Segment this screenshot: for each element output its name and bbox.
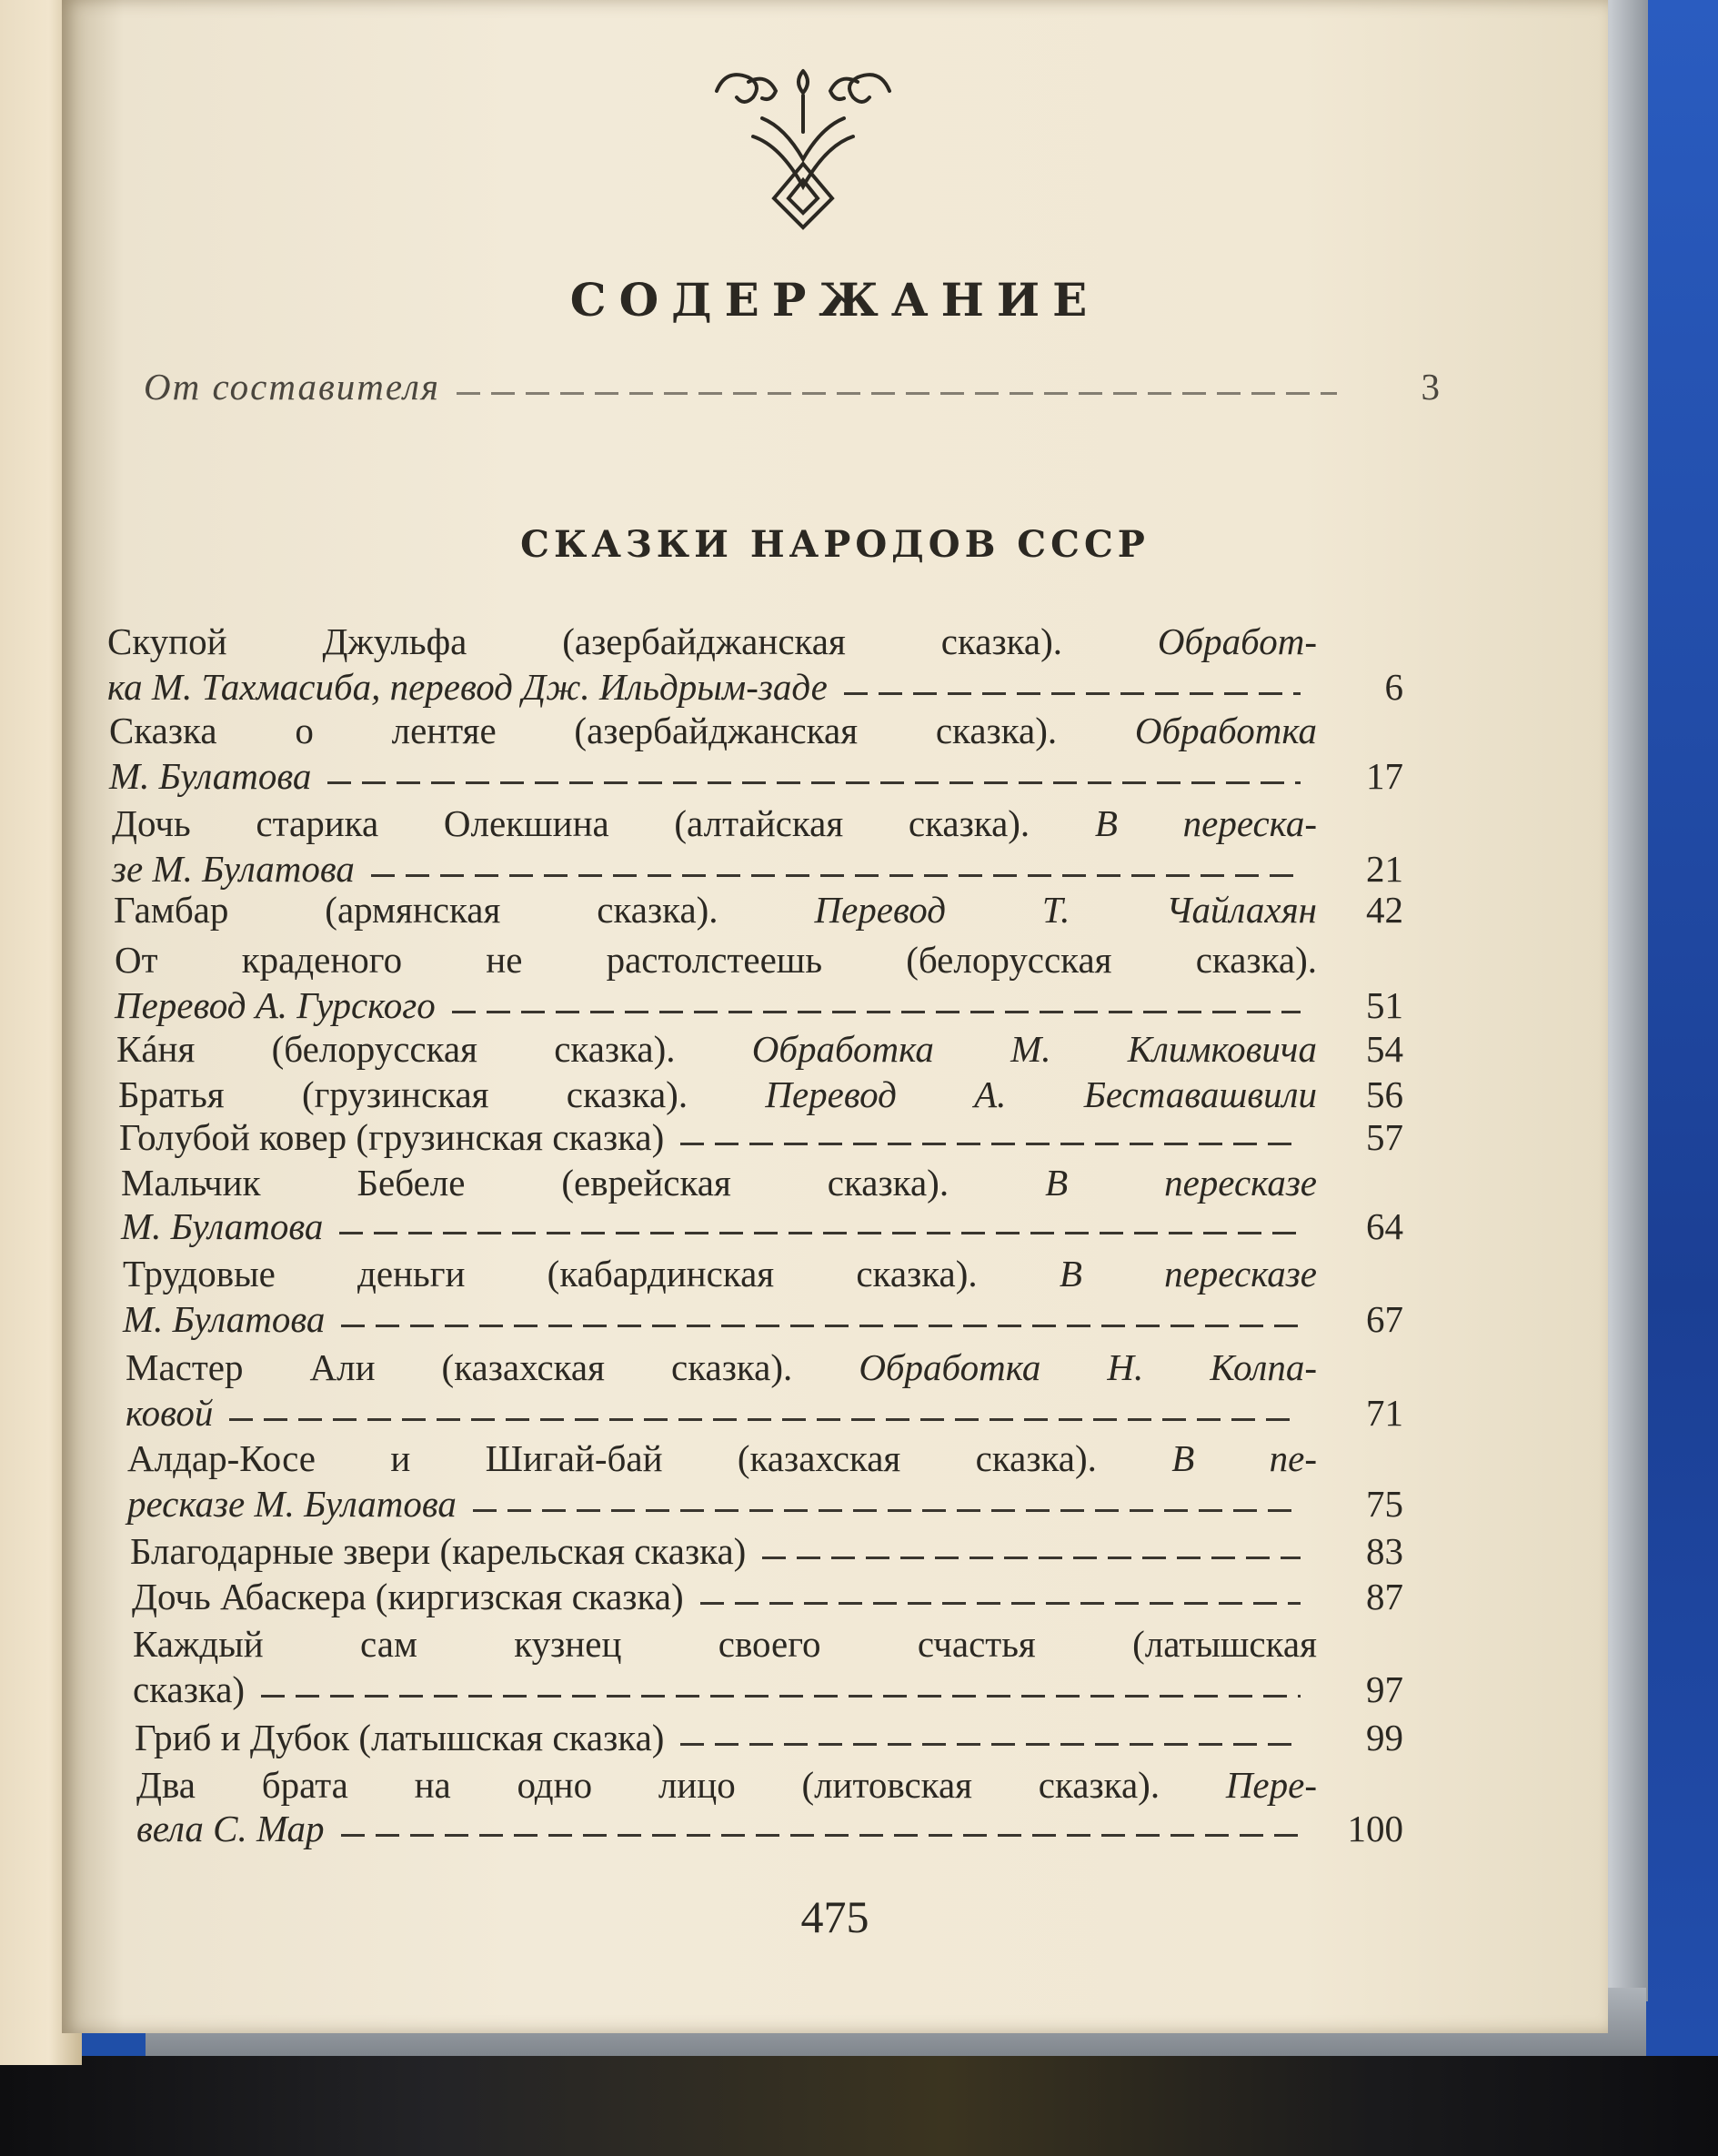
- toc-line: [126, 1345, 1403, 1390]
- entry-credit: В пересказе: [1045, 1162, 1317, 1204]
- entry-credit: Обработ-: [1157, 620, 1317, 662]
- toc-line: [116, 1026, 1403, 1072]
- toc-line: [118, 1072, 1403, 1117]
- entry-text: [107, 664, 828, 710]
- toc-line: [112, 846, 1403, 892]
- entry-text: [127, 1436, 1317, 1481]
- entry-credit: Перевод А. Беставашвили: [765, 1073, 1317, 1115]
- entry-page-number: 6: [1384, 666, 1403, 708]
- leader-dashes: [341, 1834, 1301, 1837]
- entry-credit: Пере-: [1225, 1764, 1317, 1806]
- toc-line: [115, 982, 1403, 1028]
- entry-text: [107, 619, 1317, 664]
- entry-page-number: 17: [1366, 755, 1403, 797]
- entry-text: [133, 1621, 1317, 1667]
- entry-text: [126, 1390, 213, 1436]
- toc-line: [127, 1436, 1403, 1481]
- toc-line: [121, 1160, 1403, 1205]
- leader-dashes: [339, 1232, 1301, 1234]
- toc-line: [123, 1251, 1403, 1296]
- entry-credit: М. Булатова: [123, 1298, 326, 1340]
- toc-line: [133, 1621, 1403, 1667]
- toc-line: [107, 664, 1403, 710]
- entry-credit: Обработка Н. Колпа-: [859, 1346, 1317, 1388]
- entry-credit: М. Булатова: [121, 1205, 324, 1247]
- entry-page-number: 99: [1366, 1717, 1403, 1758]
- leader-dashes: [680, 1143, 1301, 1145]
- entry-page-number: 57: [1366, 1116, 1403, 1158]
- toc-line: [123, 1296, 1403, 1342]
- entry-title: Мальчик Бебеле (еврейская сказка).: [121, 1162, 1046, 1204]
- entry-title: сказка): [133, 1668, 246, 1710]
- toc-line: [115, 937, 1403, 982]
- section-heading: СКАЗКИ НАРОДОВ СССР: [520, 523, 1150, 566]
- entry-text: [123, 1251, 1317, 1296]
- entry-title: Каждый сам кузнец своего счастья (латышская: [133, 1623, 1317, 1665]
- entry-credit: М. Булатова: [109, 755, 312, 797]
- entry-credit: ка М. Тахмасиба, перевод Дж. Ильдрым-заде: [107, 666, 828, 708]
- entry-text: [109, 753, 311, 799]
- entry-text: [116, 1026, 1317, 1072]
- entry-page-number: 51: [1366, 984, 1403, 1026]
- toc-line: [136, 1762, 1403, 1808]
- entry-page-number: 83: [1366, 1530, 1403, 1572]
- entry-credit: ресказе М. Булатова: [127, 1483, 457, 1525]
- leader-dashes: [261, 1695, 1301, 1698]
- entry-credit: В пе-: [1171, 1437, 1317, 1479]
- entry-text: [135, 1715, 664, 1760]
- entry-page-number: 42: [1366, 889, 1403, 931]
- entry-text: [126, 1345, 1317, 1390]
- leader-dashes: [341, 1325, 1301, 1327]
- toc-line: [130, 1528, 1403, 1574]
- leader-dashes: [371, 874, 1301, 877]
- leader-dashes: [680, 1743, 1301, 1746]
- entry-text: [133, 1667, 245, 1712]
- entry-credit: вела С. Мар: [136, 1808, 325, 1849]
- toc-line: [135, 1715, 1403, 1760]
- entry-credit: ковой: [126, 1392, 214, 1434]
- entry-title: Трудовые деньги (кабардинская сказка).: [123, 1253, 1060, 1295]
- leader-dashes: [452, 1011, 1301, 1013]
- entry-title: Дочь Абаскера (киргизская сказка): [132, 1576, 684, 1617]
- entry-page-number: 56: [1366, 1073, 1403, 1115]
- entry-title: Скупой Джульфа (азербайджанская сказка).: [107, 620, 1158, 662]
- entry-page-number: 100: [1347, 1808, 1403, 1849]
- toc-line: [132, 1574, 1403, 1619]
- entry-title: Дочь старика Олекшина (алтайская сказка).: [112, 802, 1095, 844]
- entry-text: [127, 1481, 457, 1526]
- entry-title: Братья (грузинская сказка).: [118, 1073, 766, 1115]
- leader-dashes: [473, 1509, 1301, 1512]
- entry-text: [136, 1806, 325, 1851]
- toc-line: [107, 619, 1403, 664]
- entry-text: [114, 887, 1317, 932]
- leader-dashes: [229, 1418, 1301, 1421]
- background-table: [0, 2056, 1718, 2156]
- entry-credit: Обработка М. Климковича: [751, 1028, 1317, 1070]
- entry-text: [123, 1296, 325, 1342]
- entry-title: Голубой ковер (грузинская сказка): [119, 1116, 665, 1158]
- entry-text: [121, 1160, 1317, 1205]
- leader-dashes: [762, 1557, 1301, 1559]
- entry-title: Два брата на одно лицо (литовская сказка).: [136, 1764, 1226, 1806]
- page-title: СОДЕРЖАНИЕ: [569, 273, 1100, 327]
- entry-page-number: 21: [1366, 848, 1403, 890]
- entry-title: Мастер Али (казахская сказка).: [126, 1346, 859, 1388]
- entry-credit: Перевод А. Гурского: [115, 984, 436, 1026]
- toc-line: [121, 1204, 1403, 1249]
- entry-text: [132, 1574, 684, 1619]
- toc-line: [119, 1114, 1403, 1160]
- preface-page: 3: [1421, 366, 1440, 408]
- entry-page-number: 71: [1366, 1392, 1403, 1434]
- toc-line: [126, 1390, 1403, 1436]
- toc-entries: [62, 0, 1608, 2033]
- entry-text: [118, 1072, 1317, 1117]
- book-page: [62, 0, 1608, 2033]
- entry-text: [130, 1528, 746, 1574]
- toc-line: [109, 708, 1403, 753]
- leader-dashes: [700, 1602, 1301, 1605]
- entry-credit: зе М. Булатова: [112, 848, 355, 890]
- entry-title: Гамбар (армянская сказка).: [114, 889, 815, 931]
- entry-text: [136, 1762, 1317, 1808]
- toc-line: [114, 887, 1403, 932]
- entry-credit: В пересказе: [1059, 1253, 1317, 1295]
- entry-title: От краденого не растолстеешь (белорусская сказка).: [115, 939, 1317, 981]
- entry-title: Сказка о лентяе (азербайджанская сказка).: [109, 710, 1135, 751]
- entry-text: [121, 1204, 323, 1249]
- toc-line: [112, 801, 1403, 846]
- leader-dashes: [844, 692, 1301, 695]
- toc-line: [136, 1806, 1403, 1851]
- entry-credit: Перевод Т. Чайлахян: [814, 889, 1317, 931]
- entry-text: [119, 1114, 664, 1160]
- entry-credit: Обработка: [1134, 710, 1317, 751]
- entry-title: Благодарные звери (карельская сказка): [130, 1530, 747, 1572]
- entry-text: [115, 982, 436, 1028]
- leader-dashes: [327, 781, 1301, 784]
- entry-page-number: 67: [1366, 1298, 1403, 1340]
- toc-line: [133, 1667, 1403, 1712]
- entry-title: Алдар-Косе и Шигай-бай (казахская сказка).: [127, 1437, 1172, 1479]
- preface-text: От составителя: [144, 366, 440, 408]
- toc-line: [127, 1481, 1403, 1526]
- entry-text: [112, 801, 1317, 846]
- entry-text: [109, 708, 1317, 753]
- entry-page-number: 75: [1366, 1483, 1403, 1525]
- entry-text: [112, 846, 355, 892]
- entry-title: Кáня (белорусская сказка).: [116, 1028, 752, 1070]
- entry-title: Гриб и Дубок (латышская сказка): [135, 1717, 665, 1758]
- page-number: 475: [800, 1891, 869, 1942]
- entry-credit: В переска-: [1094, 802, 1317, 844]
- entry-page-number: 97: [1366, 1668, 1403, 1710]
- entry-page-number: 54: [1366, 1028, 1403, 1070]
- toc-line: [109, 753, 1403, 799]
- entry-text: [115, 937, 1317, 982]
- entry-page-number: 87: [1366, 1576, 1403, 1617]
- entry-page-number: 64: [1366, 1205, 1403, 1247]
